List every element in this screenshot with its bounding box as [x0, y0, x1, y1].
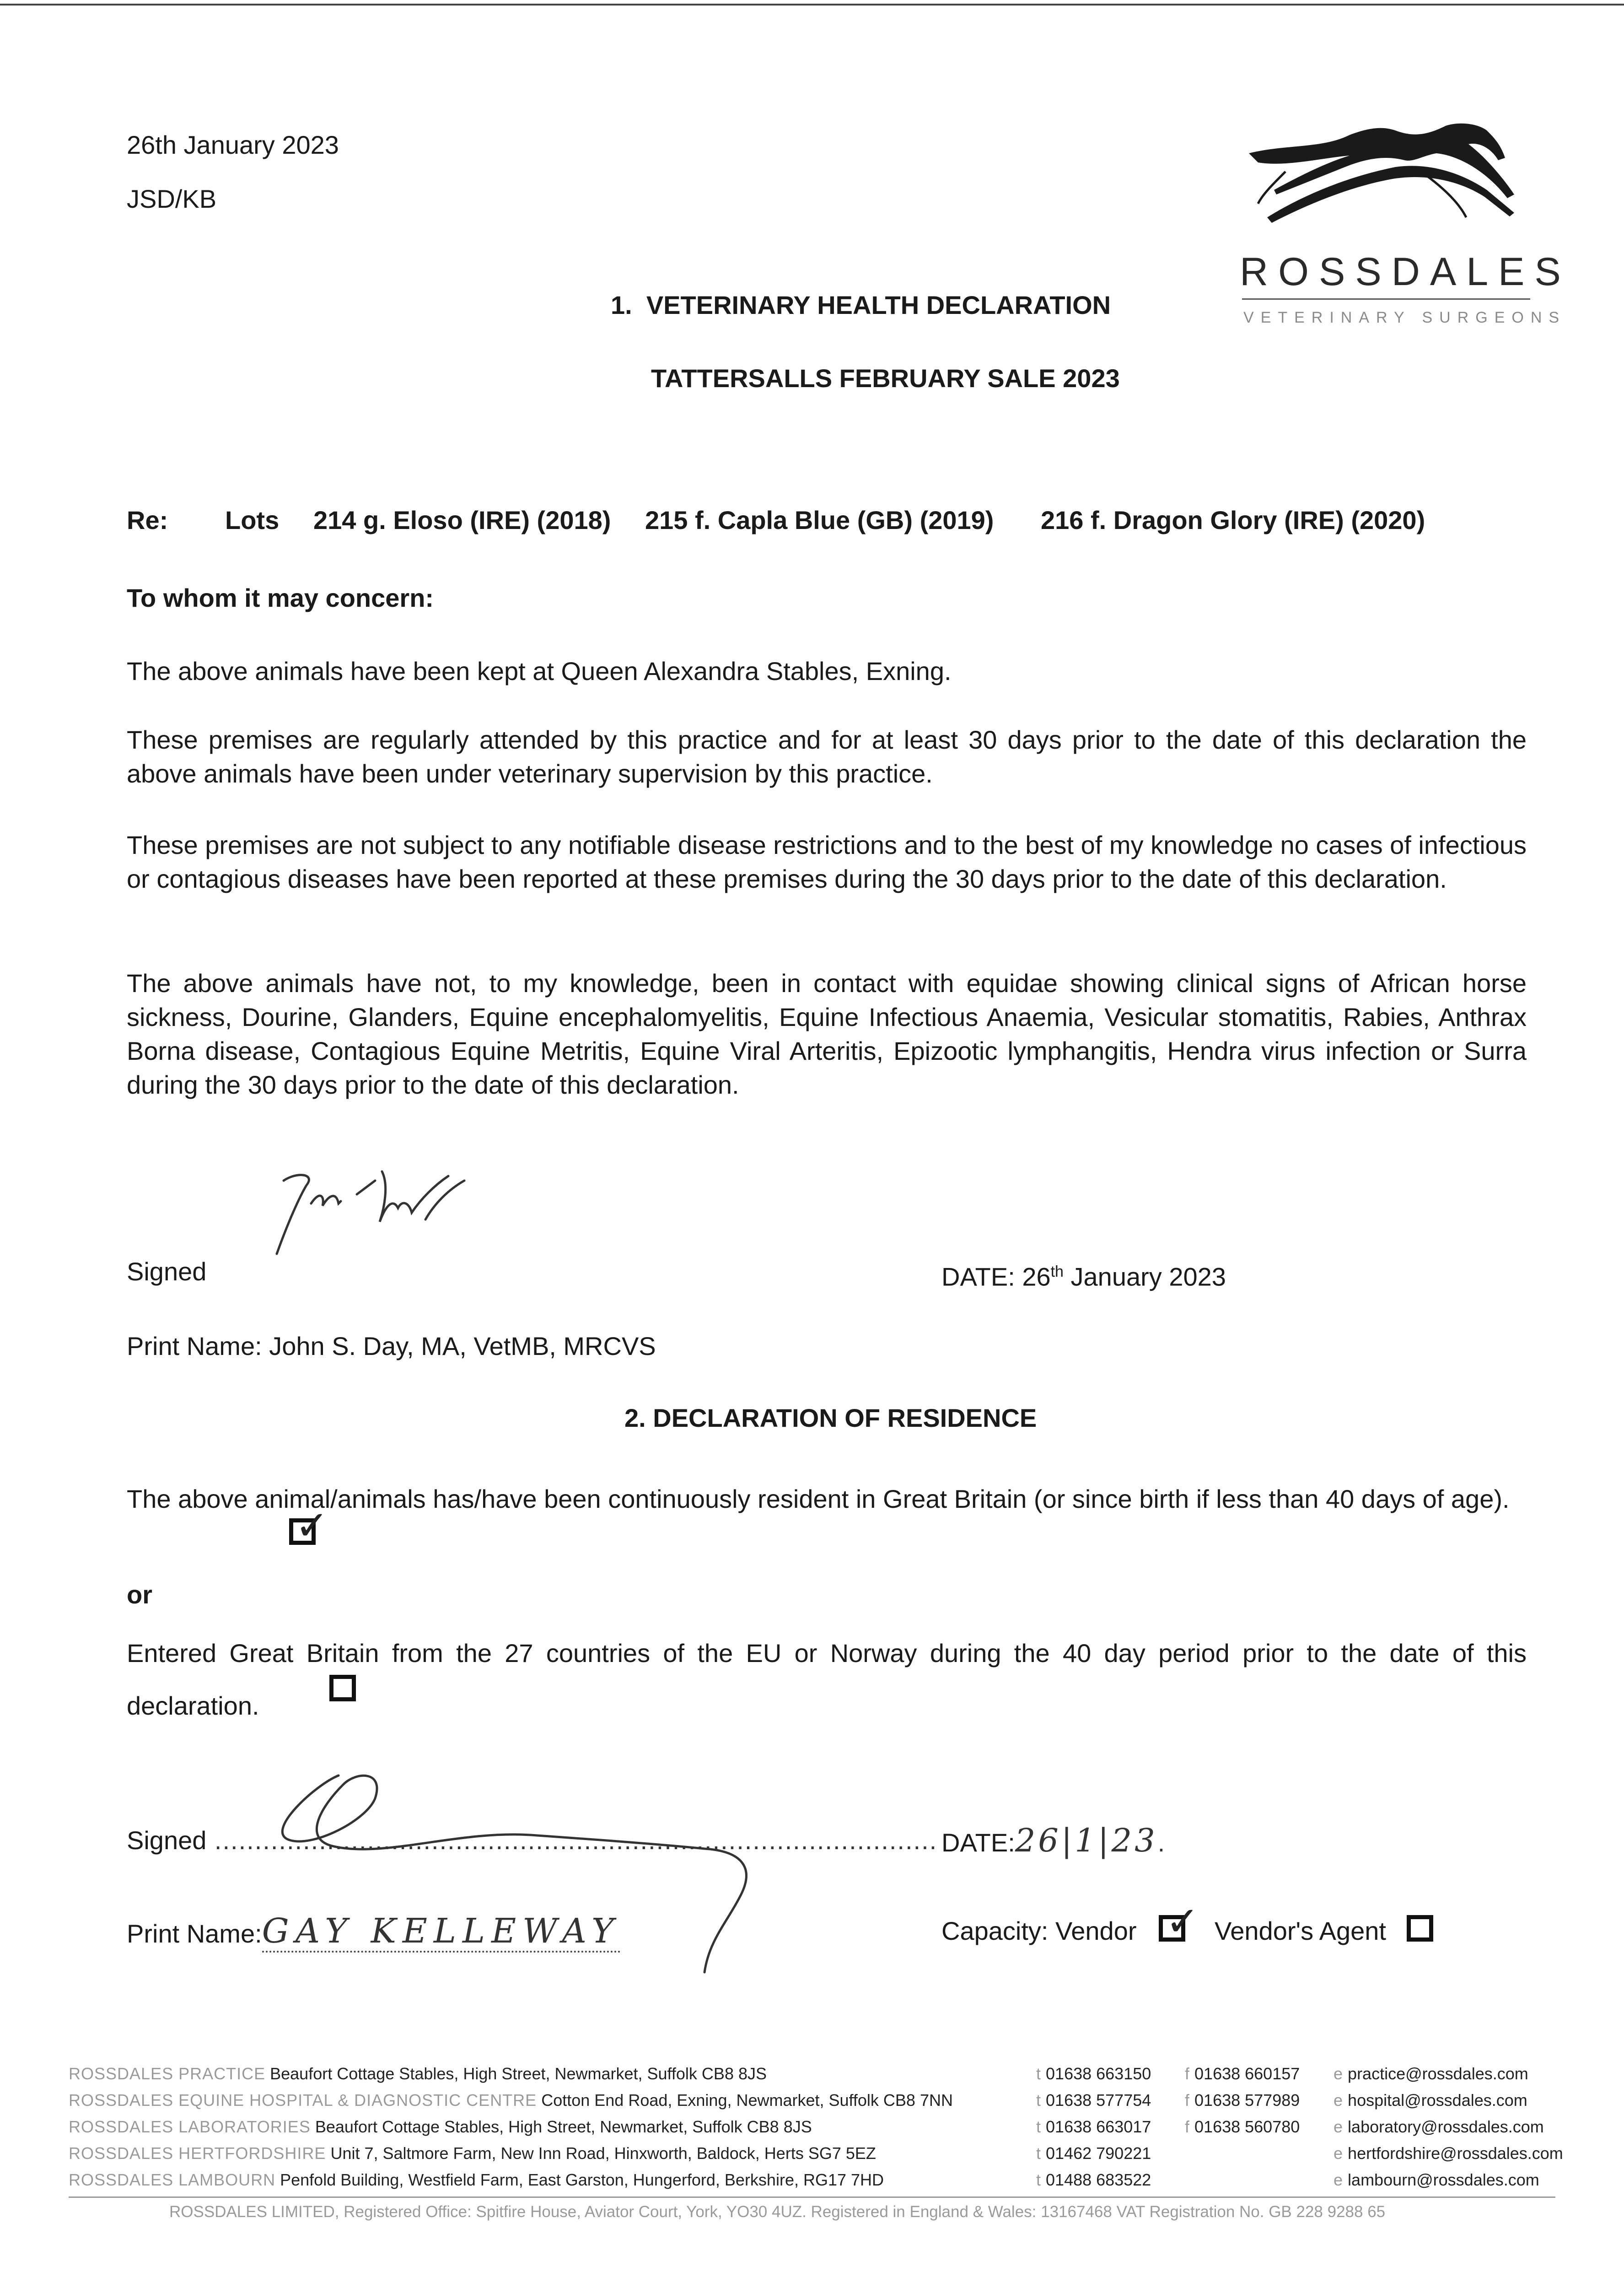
office-address: Penfold Building, Westfield Farm, East Garston, Hungerford, Berkshire, RG17 7HD	[280, 2170, 884, 2189]
footer-office-name	[69, 2169, 884, 2191]
logo-name: ROSSDALES	[1240, 250, 1571, 294]
residence-option1-label: The above animal/animals has/have been continuously resident in Great Britain (or since birth if less than 40 days of age).	[127, 1484, 1510, 1513]
vendor-date-label: DATE:	[941, 1828, 1015, 1857]
vendor-capacity	[941, 1914, 1136, 1948]
footer-phone: t 01488 683522	[1036, 2170, 1151, 2189]
phone-number: 01638 663150	[1046, 2064, 1151, 2083]
rossdales-logo	[1231, 117, 1571, 345]
footer-fax: f 01638 660157	[1185, 2064, 1300, 2083]
office-name: ROSSDALES PRACTICE	[69, 2064, 266, 2083]
vendor-print-name-label: Print Name:	[127, 1919, 262, 1948]
email-address: lambourn@rossdales.com	[1348, 2170, 1539, 2189]
residence-option2-checkbox[interactable]	[329, 1675, 356, 1701]
footer-office-name	[69, 2142, 876, 2164]
vet-date	[941, 1255, 1226, 1294]
footer-office-name	[69, 2116, 812, 2138]
vendor-date	[941, 1824, 1166, 1860]
footer-phone: t 01638 577754	[1036, 2091, 1151, 2110]
capacity-vendor-label: Capacity: Vendor	[941, 1916, 1137, 1945]
vet-date-suffix: th	[1050, 1263, 1064, 1280]
or-label: or	[127, 1580, 152, 1609]
office-name: ROSSDALES HERTFORDSHIRE	[69, 2144, 326, 2163]
vet-date-rest: January 2023	[1063, 1262, 1226, 1291]
section1-number: 1.	[611, 291, 632, 319]
email-address: practice@rossdales.com	[1348, 2064, 1528, 2083]
office-address: Unit 7, Saltmore Farm, New Inn Road, Hinxworth, Baldock, Herts SG7 5EZ	[330, 2144, 876, 2163]
logo-rule	[1242, 298, 1530, 300]
vendor-print-name-value: GAY KELLEWAY	[262, 1911, 620, 1953]
email-address: hospital@rossdales.com	[1348, 2091, 1527, 2110]
section1-title	[611, 288, 1111, 322]
fax-number: 01638 560780	[1194, 2117, 1300, 2136]
vendor-signed-text: Signed	[127, 1826, 207, 1855]
body-paragraph: The above animals have been kept at Queen Alexandra Stables, Exning.	[127, 657, 952, 685]
lots-label: Lots	[225, 506, 280, 534]
footer-fax: f 01638 560780	[1185, 2117, 1300, 2136]
letter-reference: JSD/KB	[127, 184, 217, 213]
lot-item: 216 f. Dragon Glory (IRE) (2020)	[1041, 506, 1425, 534]
phone-number: 01462 790221	[1046, 2144, 1151, 2163]
footer-email: e laboratory@rossdales.com	[1334, 2117, 1544, 2136]
vet-date-prefix: DATE: 26	[941, 1262, 1051, 1291]
salutation: To whom it may concern:	[127, 583, 434, 612]
horse-logo-icon	[1231, 117, 1542, 254]
capacity-agent-checkbox[interactable]	[1407, 1915, 1433, 1942]
footer-phone: t 01638 663017	[1036, 2117, 1151, 2136]
vet-signed-label: Signed	[127, 1257, 207, 1286]
letter-date: 26th January 2023	[127, 130, 339, 159]
phone-number: 01488 683522	[1046, 2170, 1151, 2189]
capacity-agent-label: Vendor's Agent	[1215, 1916, 1386, 1945]
footer-office-name	[69, 2063, 767, 2085]
section1-subtitle: TATTERSALLS FEBRUARY SALE 2023	[651, 364, 1120, 393]
footer-email: e hospital@rossdales.com	[1334, 2091, 1527, 2110]
footer-office-name	[69, 2089, 953, 2111]
lot-item: 214 g. Eloso (IRE) (2018)	[313, 506, 611, 534]
fax-number: 01638 577989	[1194, 2091, 1300, 2110]
vendor-print-name	[127, 1911, 620, 1951]
office-address: Beaufort Cottage Stables, High Street, Newmarket, Suffolk CB8 8JS	[315, 2117, 812, 2136]
body-paragraph: The above animals have not, to my knowledge, been in contact with equidae showing clinical signs of African horse sickness, Dourine, Glanders, Equine encephalomyelitis, Equine Infectious Anaemia, Vesicular stomatitis, Rabies, Anthrax Borna disease, Contagious Equine Metritis, Equine Viral Arteritis, Epizootic lymphangitis, Hendra virus infection or Surra during the 30 days prior to the date of this declaration.	[127, 969, 1527, 1099]
residence-option1-text	[127, 1473, 1527, 1525]
footer-fax: f 01638 577989	[1185, 2091, 1300, 2110]
signature-dotted-line: ..........................................................................................	[206, 1826, 938, 1855]
check-mark-icon: ✓	[295, 1502, 329, 1549]
footer-registered-office: ROSSDALES LIMITED, Registered Office: Spitfire House, Aviator Court, York, YO30 4UZ. Registered in England & Wales: 13167468 VAT Registration No. GB 228 9288 65	[169, 2203, 1386, 2221]
lot-item: 215 f. Capla Blue (GB) (2019)	[645, 506, 994, 534]
vendor-date-value: 26|1|23	[1015, 1822, 1158, 1859]
phone-number: 01638 577754	[1046, 2091, 1151, 2110]
office-address: Cotton End Road, Exning, Newmarket, Suffolk CB8 7NN	[541, 2091, 953, 2110]
email-address: laboratory@rossdales.com	[1348, 2117, 1544, 2136]
footer-email: e practice@rossdales.com	[1334, 2064, 1528, 2083]
footer-phone: t 01638 663150	[1036, 2064, 1151, 2083]
logo-subtitle: VETERINARY SURGEONS	[1243, 309, 1566, 326]
office-name: ROSSDALES LAMBOURN	[69, 2170, 276, 2189]
footer-email: e lambourn@rossdales.com	[1334, 2170, 1539, 2189]
footer-phone: t 01462 790221	[1036, 2144, 1151, 2163]
footer-email: e hertfordshire@rossdales.com	[1334, 2144, 1563, 2163]
re-label: Re:	[127, 506, 168, 534]
office-address: Beaufort Cottage Stables, High Street, Newmarket, Suffolk CB8 8JS	[270, 2064, 767, 2083]
footer-divider	[69, 2196, 1555, 2198]
body-paragraph: These premises are regularly attended by this practice and for at least 30 days prior to the date of this declaration the above animals have been under veterinary supervision by this practice.	[127, 725, 1527, 788]
section2-title: 2. DECLARATION OF RESIDENCE	[624, 1403, 1037, 1432]
vet-signature	[256, 1153, 540, 1263]
section1-title-text: VETERINARY HEALTH DECLARATION	[646, 291, 1111, 319]
date-dotted-line: .	[1157, 1828, 1166, 1857]
vendor-signed-label	[127, 1824, 937, 1857]
residence-option2-label: Entered Great Britain from the 27 countries of the EU or Norway during the 40 day period prior to the date of this declaration.	[127, 1639, 1527, 1720]
check-mark-icon: ✓	[1166, 1898, 1199, 1945]
body-paragraph: These premises are not subject to any notifiable disease restrictions and to the best of my knowledge no cases of infectious or contagious diseases have been reported at these premises during the 30 days prior to the date of this declaration.	[127, 831, 1527, 893]
email-address: hertfordshire@rossdales.com	[1348, 2144, 1563, 2163]
office-name: ROSSDALES LABORATORIES	[69, 2117, 311, 2136]
top-scan-line	[0, 4, 1624, 5]
vet-print-name: Print Name: John S. Day, MA, VetMB, MRCVS	[127, 1332, 656, 1360]
fax-number: 01638 660157	[1194, 2064, 1300, 2083]
phone-number: 01638 663017	[1046, 2117, 1151, 2136]
office-name: ROSSDALES EQUINE HOSPITAL & DIAGNOSTIC CENTRE	[69, 2091, 537, 2110]
